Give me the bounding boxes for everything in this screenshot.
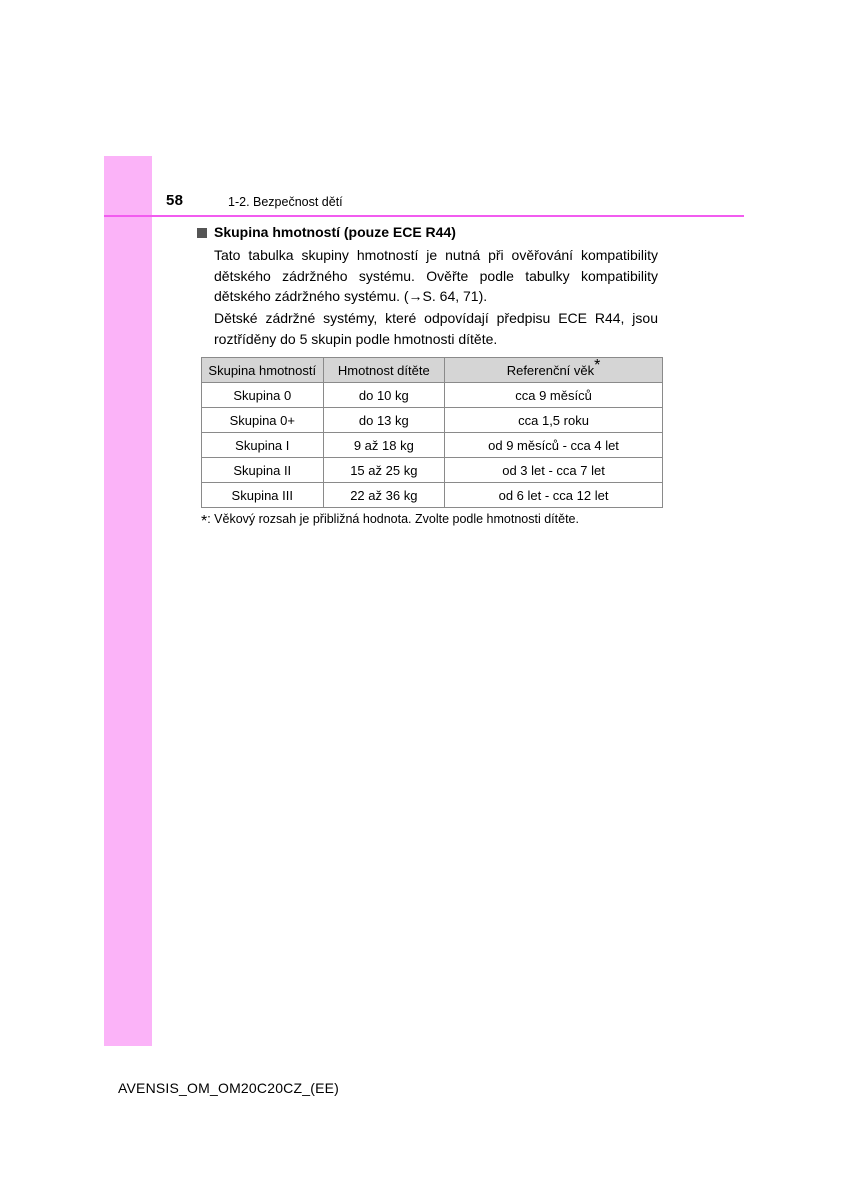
- table-footnote: [201, 510, 579, 528]
- document-code: AVENSIS_OM_OM20C20CZ_(EE): [118, 1080, 340, 1096]
- table-row: [202, 433, 663, 458]
- groups-paragraph: Dětské zádržné systémy, které odpovídají předpisu ECE R44, jsou roztříděny do 5 skupin podle hmotnosti dítěte.: [214, 310, 658, 347]
- cell-weight: do 10 kg: [323, 383, 445, 408]
- footnote-mark: *: [201, 513, 208, 530]
- header-child-weight: Hmotnost dítěte: [323, 358, 445, 383]
- header-divider: [104, 215, 744, 217]
- table-row: [202, 458, 663, 483]
- cell-group: Skupina I: [202, 433, 324, 458]
- cell-weight: 9 až 18 kg: [323, 433, 445, 458]
- cell-weight: do 13 kg: [323, 408, 445, 433]
- square-bullet-icon: [197, 228, 207, 238]
- cell-age: cca 1,5 roku: [445, 408, 663, 433]
- cell-age: od 9 měsíců - cca 4 let: [445, 433, 663, 458]
- page-number: 58: [166, 192, 184, 209]
- table-row: [202, 483, 663, 508]
- cell-age: od 6 let - cca 12 let: [445, 483, 663, 508]
- cell-group: Skupina 0+: [202, 408, 324, 433]
- header-weight-group: Skupina hmotností: [202, 358, 324, 383]
- footnote-mark: *: [594, 357, 601, 375]
- cell-weight: 22 až 36 kg: [323, 483, 445, 508]
- section-heading: [197, 224, 456, 240]
- chapter-side-tab: [104, 156, 152, 1046]
- intro-paragraph: Tato tabulka skupiny hmotností je nutná při ověřování kompatibility dětského zádržného systému. Ověřte podle tabulky kompatibility dětského zádržného systému. (→S. 64, 71).: [214, 247, 658, 304]
- section-heading-text: Skupina hmotností (pouze ECE R44): [214, 224, 456, 240]
- table-row: [202, 383, 663, 408]
- table-header-row: [202, 358, 663, 383]
- header-reference-age-text: Referenční věk: [506, 362, 595, 378]
- cell-weight: 15 až 25 kg: [323, 458, 445, 483]
- header-reference-age: [445, 358, 663, 383]
- cell-group: Skupina 0: [202, 383, 324, 408]
- footnote-text: : Věkový rozsah je přibližná hodnota. Zvolte podle hmotnosti dítěte.: [207, 512, 579, 526]
- cell-group: Skupina III: [202, 483, 324, 508]
- cell-group: Skupina II: [202, 458, 324, 483]
- weight-group-table: [201, 357, 663, 508]
- cell-age: od 3 let - cca 7 let: [445, 458, 663, 483]
- table-row: [202, 408, 663, 433]
- breadcrumb: 1-2. Bezpečnost dětí: [228, 195, 343, 209]
- cell-age: cca 9 měsíců: [445, 383, 663, 408]
